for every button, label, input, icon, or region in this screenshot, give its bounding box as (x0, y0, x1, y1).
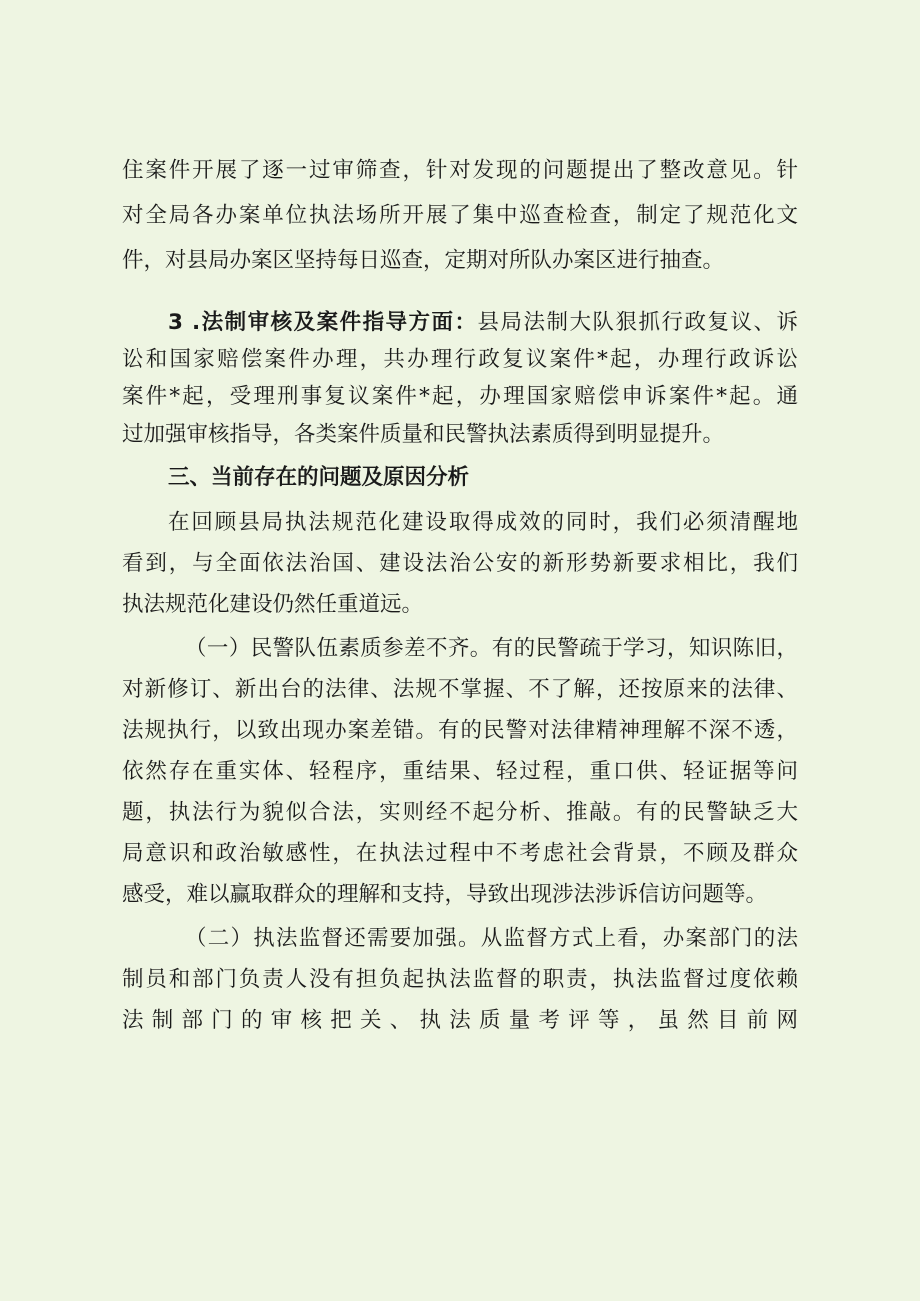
paragraph-line: 法规执行，以致出现办案差错。有的民警对法律精神理解不深不透， (122, 718, 798, 743)
paragraph-line: （二）执法监督还需要加强。从监督方式上看，办案部门的法 (185, 926, 798, 951)
paragraph-line: 案件*起，受理刑事复议案件*起，办理国家赔偿申诉案件*起。通 (122, 384, 798, 409)
paragraph-line: 讼和国家赔偿案件办理，共办理行政复议案件*起，办理行政诉讼 (122, 347, 798, 372)
paragraph-line: 对新修订、新出台的法律、法规不掌握、不了解，还按原来的法律、 (122, 677, 798, 702)
paragraph-line: 在回顾县局执法规范化建设取得成效的同时，我们必须清醒地 (168, 510, 798, 535)
paragraph-line: 过加强审核指导，各类案件质量和民警执法素质得到明显提升。 (122, 422, 725, 447)
paragraph-line (168, 305, 798, 341)
paragraph-line: 看到，与全面依法治国、建设法治公安的新形势新要求相比，我们 (122, 551, 798, 576)
paragraph-line: 依然存在重实体、轻程序，重结果、轻过程，重口供、轻证据等问 (122, 759, 798, 784)
paragraph-line: 对全局各办案单位执法场所开展了集中巡查检查，制定了规范化文 (122, 203, 798, 228)
section-heading: 三、当前存在的问题及原因分析 (168, 465, 470, 490)
paragraph-line: 感受，难以赢取群众的理解和支持，导致出现涉法涉诉信访问题等。 (122, 882, 768, 907)
subsection-lead: 3 .法制审核及案件指导方面： (168, 310, 478, 335)
paragraph-line: 法制部门的审核把关、执法质量考评等，虽然目前网 (122, 1008, 798, 1033)
paragraph-line: 件，对县局办案区坚持每日巡查，定期对所队办案区进行抽查。 (122, 248, 725, 273)
paragraph-line: 住案件开展了逐一过审筛查，针对发现的问题提出了整改意见。针 (122, 158, 798, 183)
paragraph-line: 局意识和政治敏感性，在执法过程中不考虑社会背景，不顾及群众 (122, 841, 798, 866)
paragraph-line: 执法规范化建设仍然任重道远。 (122, 592, 424, 617)
paragraph-line: 制员和部门负责人没有担负起执法监督的职责，执法监督过度依赖 (122, 967, 798, 992)
paragraph-text: 县局法制大队狠抓行政复议、诉 (477, 310, 798, 335)
paragraph-line: （一）民警队伍素质参差不齐。有的民警疏于学习，知识陈旧， (185, 636, 798, 661)
paragraph-line: 题，执法行为貌似合法，实则经不起分析、推敲。有的民警缺乏大 (122, 800, 798, 825)
